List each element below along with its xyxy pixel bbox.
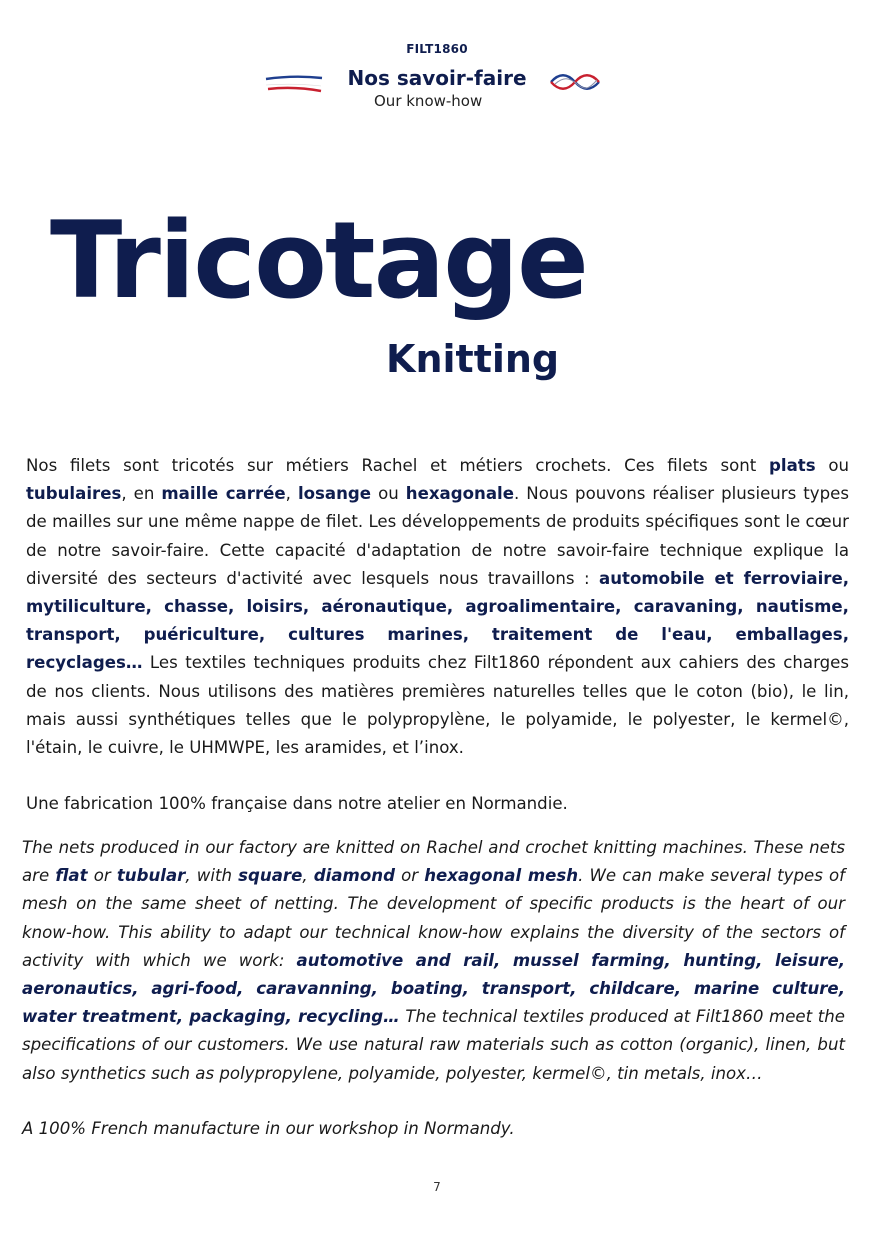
- english-closing-line: A 100% French manufacture in our workshop in Normandy.: [22, 1119, 515, 1138]
- french-highlight: tubulaires: [26, 484, 122, 504]
- brand-name: FILT1860: [406, 42, 468, 56]
- english-highlight: tubular: [116, 866, 186, 886]
- french-paragraph: Nos filets sont tricotés sur métiers Rachel et métiers crochets. Ces filets sont plats ou tubulaires, en maille carrée, losange ou hexagonale. Nous pouvons réaliser plusieurs types de mailles sur une même nappe de filet. Les développements de produits spécifiques sont le cœur de notre savoir-faire. Cette capacité d'adaptation de notre savoir-faire technique explique la diversité des secteurs d'activité avec lesquels nous travaillons : automobile et ferroviaire, mytiliculture, chasse, loisirs, aéronautique, agroalimentaire, caravaning, nautisme, transport, puériculture, cultures marines, traitement de l'eau, emballages, recyclages… Les textiles techniques produits chez Filt1860 répondent aux cahiers des charges de nos clients. Nous utilisons des matières premières naturelles telles que le coton (bio), le lin, mais aussi synthétiques telles que le polypropylène, le polyamide, le polyester, le kermel©, l'étain, le cuivre, le UHMWPE, les aramides, et l’inox.: [26, 456, 850, 758]
- english-sectors-list: automotive and rail, mussel farming, hunting, leisure, aeronautics, agri-food, caravanning, boating, transport, childcare, marine culture, water treatment, packaging, recycling…: [22, 950, 846, 1027]
- french-highlight: losange: [297, 484, 372, 504]
- english-highlight: square: [238, 866, 303, 886]
- page-number: 7: [433, 1180, 441, 1194]
- french-sectors-list: automobile et ferroviaire, mytiliculture, chasse, loisirs, aéronautique, agroalimentaire, caravaning, nautisme, transport, puériculture, cultures marines, traitement de l'eau, emballages, recyclages…: [26, 568, 850, 673]
- english-highlight: flat: [55, 866, 88, 886]
- english-paragraph: The nets produced in our factory are knitted on Rachel and crochet knitting machines. These nets are flat or tubular, with square, diamond or hexagonal mesh. We can make several types of mesh on the same sheet of netting. The development of specific products is the heart of our know-how. This ability to adapt our technical know-how explains the diversity of the sectors of activity with which we work: automotive and rail, mussel farming, hunting, leisure, aeronautics, agri-food, caravanning, boating, transport, childcare, marine culture, water treatment, packaging, recycling… The technical textiles produced at Filt1860 meet the specifications of our customers. We use natural raw materials such as cotton (organic), linen, but also synthetics such as polypropylene, polyamide, polyester, kermel©, tin metals, inox…: [22, 838, 846, 1083]
- section-title: Nos savoir-faire: [347, 66, 527, 90]
- french-highlight: maille carrée: [161, 484, 286, 504]
- page-title: Tricotage: [50, 199, 587, 322]
- english-highlight: hexagonal mesh: [424, 866, 579, 886]
- braided-knot-icon: [549, 71, 601, 93]
- french-highlight: plats: [769, 456, 816, 475]
- section-subtitle: Our know-how: [374, 92, 483, 110]
- english-highlight: diamond: [313, 866, 395, 886]
- page-header: [0, 0, 874, 120]
- french-highlight: hexagonale: [405, 484, 514, 504]
- french-closing-line: Une fabrication 100% française dans notre atelier en Normandie.: [26, 794, 568, 813]
- page-subtitle: Knitting: [386, 337, 560, 381]
